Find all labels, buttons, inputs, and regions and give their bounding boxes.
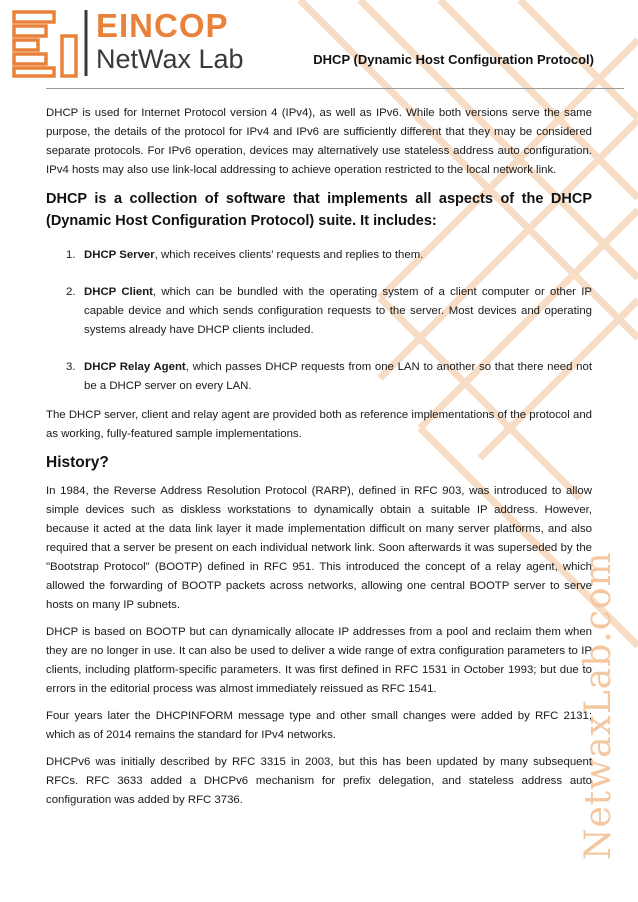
list-item: 3. DHCP Relay Agent, which passes DHCP requests from one LAN to another so that there need not be a DHCP server on every LAN.	[66, 361, 592, 392]
list-item: 1. DHCP Server, which receives clients’ requests and replies to them.	[66, 249, 424, 261]
item-term: DHCP Client	[84, 286, 153, 298]
item-term: DHCP Relay Agent	[84, 361, 186, 373]
brand-subtitle: NetWax Lab	[96, 44, 244, 74]
page-header	[0, 0, 638, 86]
history-paragraph: DHCP is based on BOOTP but can dynamically allocate IP addresses from a pool and reclaim them when they are no longer in use. It can also be used to deliver a wide range of extra configuration parameters to IP clients, including platform-specific parameters. It was first defined in RFC 1531 in October 1993; but due to errors in the editorial process was almost immediately reissued as RFC 1541.	[46, 626, 592, 695]
header-divider	[46, 88, 624, 89]
after-list-paragraph: The DHCP server, client and relay agent are provided both as reference implementations of the protocol and as working, fully-featured sample implementations.	[46, 409, 592, 440]
brand-name: EINCOP	[96, 7, 229, 44]
document-body	[46, 104, 592, 818]
eincop-logo-icon	[12, 8, 92, 78]
history-paragraph: DHCPv6 was initially described by RFC 3315 in 2003, but this has been updated by many subsequent RFCs. RFC 3633 added a DHCPv6 mechanism for prefix delegation, and stateless address auto configuration was added by RFC 3736.	[46, 756, 592, 806]
history-paragraph: In 1984, the Reverse Address Resolution Protocol (RARP), defined in RFC 903, was introduced to allow simple devices such as diskless workstations to dynamically obtain a suitable IP address. However, because it acted at the data link layer it made implementation difficult on many server platforms, and also required that a server be present on each individual network link. Soon afterwards it was superseded by the "Bootstrap Protocol" (BOOTP) defined in RFC 951. This introduced the concept of a relay agent, which allowed the forwarding of BOOTP packets across networks, allowing one central BOOTP server to serve hosts on many IP subnets.	[46, 485, 592, 611]
component-list	[46, 246, 592, 396]
item-term: DHCP Server	[84, 249, 155, 261]
document-title: DHCP (Dynamic Host Configuration Protocol)	[313, 52, 594, 67]
intro-paragraph: DHCP is used for Internet Protocol version 4 (IPv4), as well as IPv6. While both versions serve the same purpose, the details of the protocol for IPv4 and IPv6 are sufficiently different that they may be considered separate protocols. For IPv6 operation, devices may alternatively use stateless address auto configuration. IPv4 hosts may also use link-local addressing to achieve operation restricted to the local network link.	[46, 107, 592, 176]
watermark-url: NetwaxLab.com	[578, 551, 619, 860]
history-heading: History?	[46, 454, 109, 471]
history-paragraph: Four years later the DHCPINFORM message type and other small changes were added by RFC 2131; which as of 2014 remains the standard for IPv4 networks.	[46, 710, 592, 741]
list-item: 2. DHCP Client, which can be bundled with the operating system of a client computer or other IP capable device and which sends configuration requests to the server. Most devices and operating systems already have DHCP clients included.	[66, 286, 592, 336]
suite-heading: DHCP is a collection of software that implements all aspects of the DHCP (Dynamic Host Configuration Protocol) suite. It includes:	[46, 191, 592, 229]
